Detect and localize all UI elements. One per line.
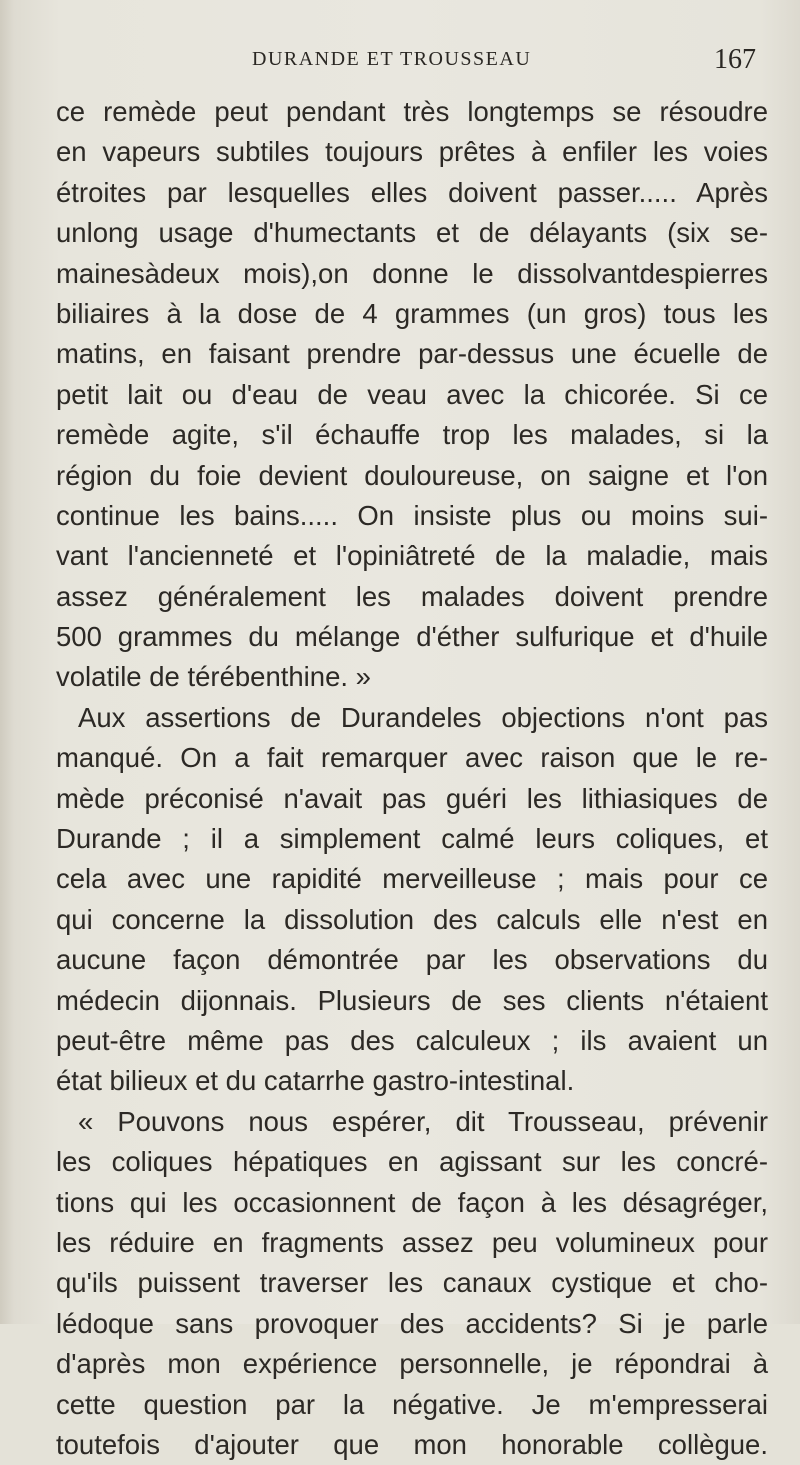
paragraph-end-line: état bilieux et du catarrhe gastro-intestinal. bbox=[56, 1065, 575, 1097]
text-line: d'après mon expérience personnelle, je répondrai à bbox=[56, 1348, 768, 1380]
page-header bbox=[0, 44, 800, 88]
text-line: région du foie devient douloureuse, on saigne et l'on bbox=[56, 459, 768, 491]
text-line: aucune façon démontrée par les observations du bbox=[56, 944, 768, 976]
text-line: toutefois d'ajouter que mon honorable collègue. bbox=[56, 1428, 768, 1460]
text-line: continue les bains..... On insiste plus ou moins sui- bbox=[56, 499, 768, 531]
text-line: assez généralement les malades doivent prendre bbox=[56, 580, 768, 612]
text-line: matins, en faisant prendre par-dessus une écuelle de bbox=[56, 338, 768, 370]
text-line: qu'ils puissent traverser les canaux cystique et cho- bbox=[56, 1267, 768, 1299]
text-line: médecin dijonnais. Plusieurs de ses clients n'étaient bbox=[56, 984, 768, 1016]
running-head: DURANDE ET TROUSSEAU bbox=[252, 48, 532, 70]
text-line: Aux assertions de Durandeles objections n'ont pas bbox=[78, 701, 768, 733]
text-line: petit lait ou d'eau de veau avec la chicorée. Si ce bbox=[56, 378, 768, 410]
text-line: mède préconisé n'avait pas guéri les lithiasiques de bbox=[56, 782, 768, 814]
text-line: qui concerne la dissolution des calculs elle n'est en bbox=[56, 903, 768, 935]
text-line: les réduire en fragments assez peu volumineux pour bbox=[56, 1226, 768, 1258]
text-line: cela avec une rapidité merveilleuse ; mais pour ce bbox=[56, 863, 768, 895]
text-line: Durande ; il a simplement calmé leurs coliques, et bbox=[56, 823, 768, 855]
text-line: ce remède peut pendant très longtemps se résoudre bbox=[56, 96, 768, 127]
text-line: biliaires à la dose de 4 grammes (un gros) tous les bbox=[56, 297, 768, 329]
text-line: manqué. On a fait remarquer avec raison que le re- bbox=[56, 742, 768, 774]
text-line: les coliques hépatiques en agissant sur les concré- bbox=[56, 1146, 768, 1178]
page-number: 167 bbox=[714, 44, 756, 75]
text-line: unlong usage d'humectants et de délayants (six se- bbox=[56, 217, 768, 249]
text-line: remède agite, s'il échauffe trop les malades, si la bbox=[56, 419, 768, 451]
text-line: peut-être même pas des calculeux ; ils avaient un bbox=[56, 1024, 768, 1056]
text-line: « Pouvons nous espérer, dit Trousseau, prévenir bbox=[78, 1105, 768, 1137]
text-line: en vapeurs subtiles toujours prêtes à enfiler les voies bbox=[56, 136, 768, 168]
text-line: lédoque sans provoquer des accidents? Si je parle bbox=[56, 1307, 768, 1339]
text-line: mainesàdeux mois),on donne le dissolvantdespierres bbox=[56, 257, 768, 289]
text-line: étroites par lesquelles elles doivent passer..... Après bbox=[56, 176, 768, 208]
paragraph-end-line: volatile de térébenthine. » bbox=[56, 661, 371, 693]
text-line: cette question par la négative. Je m'empresserai bbox=[56, 1388, 768, 1420]
text-line: tions qui les occasionnent de façon à les désagréger, bbox=[56, 1186, 768, 1218]
text-line: vant l'ancienneté et l'opiniâtreté de la maladie, mais bbox=[56, 540, 768, 572]
text-line: 500 grammes du mélange d'éther sulfurique et d'huile bbox=[56, 621, 768, 653]
body-text bbox=[56, 92, 768, 1465]
